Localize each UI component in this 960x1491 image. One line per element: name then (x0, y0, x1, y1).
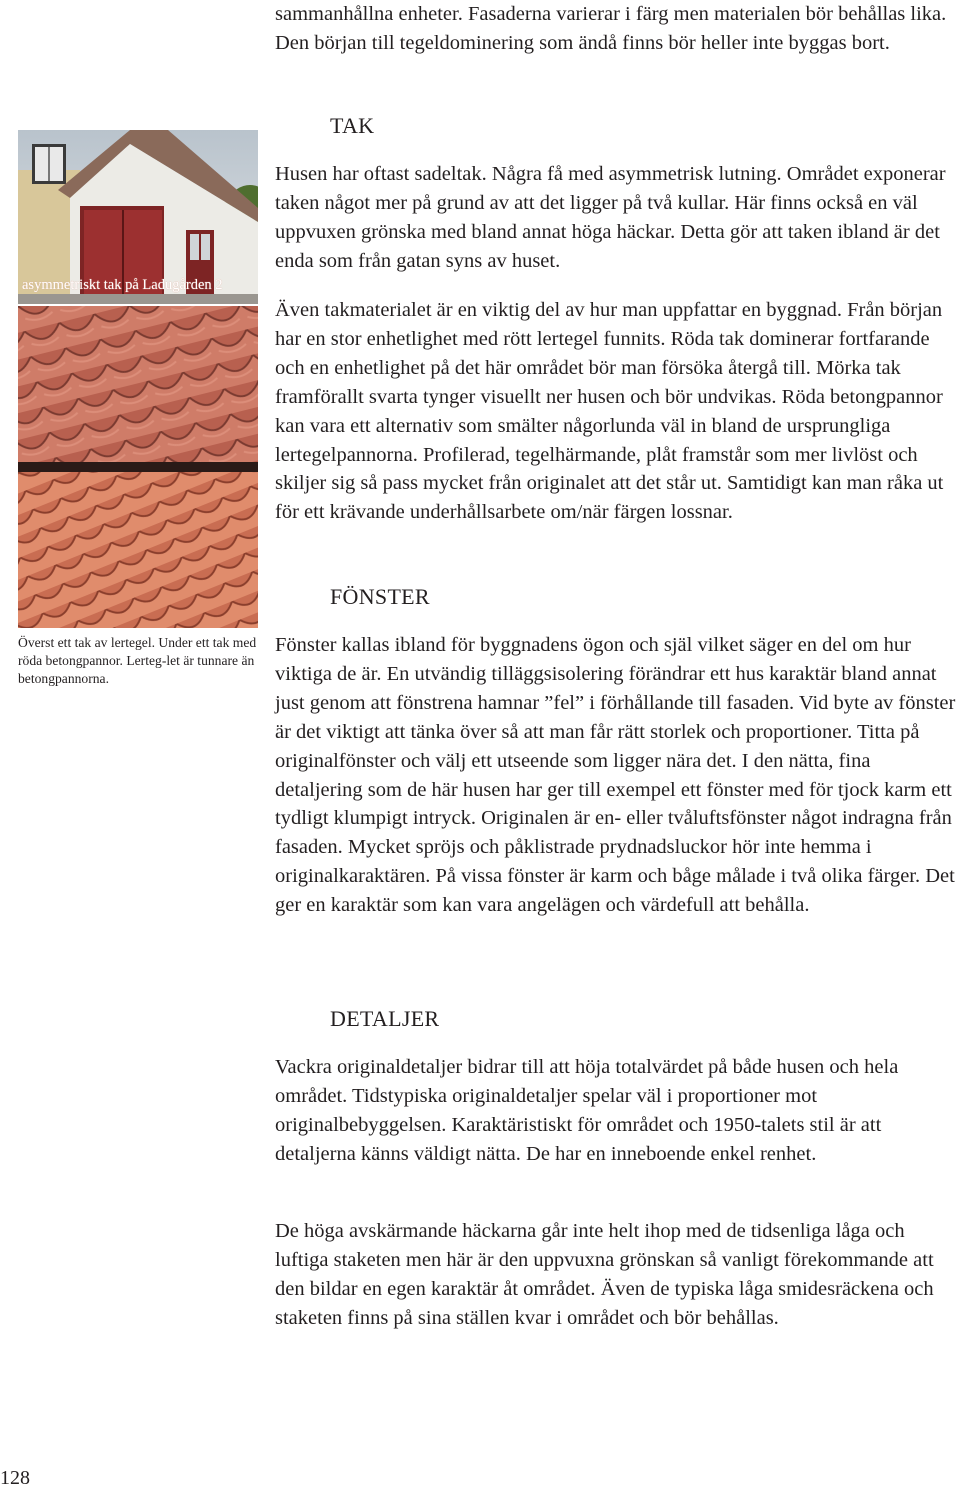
detaljer-paragraph-2: De höga avskärmande häckarna går inte helt ihop med de tidsenliga låga och luftiga staketen men här är den uppvuxna grönskan så vanligt förekommande att den bildar en egen karaktär åt området. Även de typiska låga smidesräckena och staketen finns på sina ställen kvar i området och bör behållas. (275, 1220, 934, 1329)
detaljer-paragraph-1: Vackra originaldetaljer bidrar till att höja totalvärdet på både husen och hela området. Tidstypiska originaldetaljer spelar väl i proportioner mot originalbebyggelsen. Karaktäristiskt för området och 1950-talets stil är att detaljerna känns väldigt nätta. De har en inneboende enkel renhet. (275, 1056, 899, 1165)
concrete-tile-photo (18, 472, 258, 628)
intro-paragraph: sammanhållna enheter. Fasaderna varierar i färg men materialen bör behållas lika. Den början till tegeldominering som ändå finns bör heller inte byggas bort. (275, 3, 947, 54)
tak-paragraph-2: Även takmaterialet är en viktig del av hur man uppfattar en byggnad. Från början har en stor enhetlighet med rött lertegel funnits. Röda tak dominerar fortfarande och en enhetlighet på det här området bör man försöka återgå till. Mörka tak framförallt svarta tynger visuellt ner husen och bör undvikas. Röda betongpannor kan vara ett alternativ som smälter någorlunda väl in bland de ursprungliga lertegelpannorna. Profilerad, tegelhärmande, plåt framstår som mer livlöst och skiljer sig så pass mycket från originalet att det står ut. Samtidigt kan man råka ut för ett krävande underhållsarbete om/när färgen lossnar. (275, 299, 944, 524)
fonster-paragraph: Fönster kallas ibland för byggnadens ögon och själ vilket säger en del om hur viktiga de är. En utvändig tilläggsisolering förändrar ett hus karaktär bland annat just genom att fönstrena hamnar ”fel” i förhållande till fasaden. Vid byte av fönster är det viktigt att tänka över så att man får rätt storlek och proportioner. Titta på originalfönster och välj ett utseende som ligger nära det. I den nätta, fina detaljering som de här husen har ger till exempel ett fönster med för tjock karm ett tydligt klumpigt intryck. Originalen är en- eller tvåluftsfönster något indragna från fasaden. Mycket spröjs och påklistrade prydnadsluckor hör inte hemma i originalkaraktären. På vissa fönster är karm och båge målade i två olika färger. Det ger en karaktär som kan vara angelägen och värdefull att behålla. (275, 634, 956, 917)
roof-photo-caption: Överst ett tak av lertegel. Under ett tak med röda betongpannor. Lerteg-let är tunnare än betongpannorna. (18, 635, 257, 687)
photo-divider (18, 462, 258, 472)
section-heading-fonster: FÖNSTER (330, 584, 430, 609)
tak-paragraph-1: Husen har oftast sadeltak. Några få med asymmetrisk lutning. Området exponerar taken något mer på grund av att det ligger på två kullar. Här finns också en väl uppvuxen grönska med bland annat höga häckar. Detta gör att taken ibland är det enda som från gatan syns av huset. (275, 163, 946, 272)
section-heading-detaljer: DETALJER (330, 1006, 440, 1031)
page-number: 128 (0, 1467, 30, 1489)
clay-tile-photo (18, 306, 258, 470)
section-heading-tak: TAK (330, 113, 375, 138)
house-photo-caption: asymmetriskt tak på Ladugården 2 (22, 277, 223, 293)
